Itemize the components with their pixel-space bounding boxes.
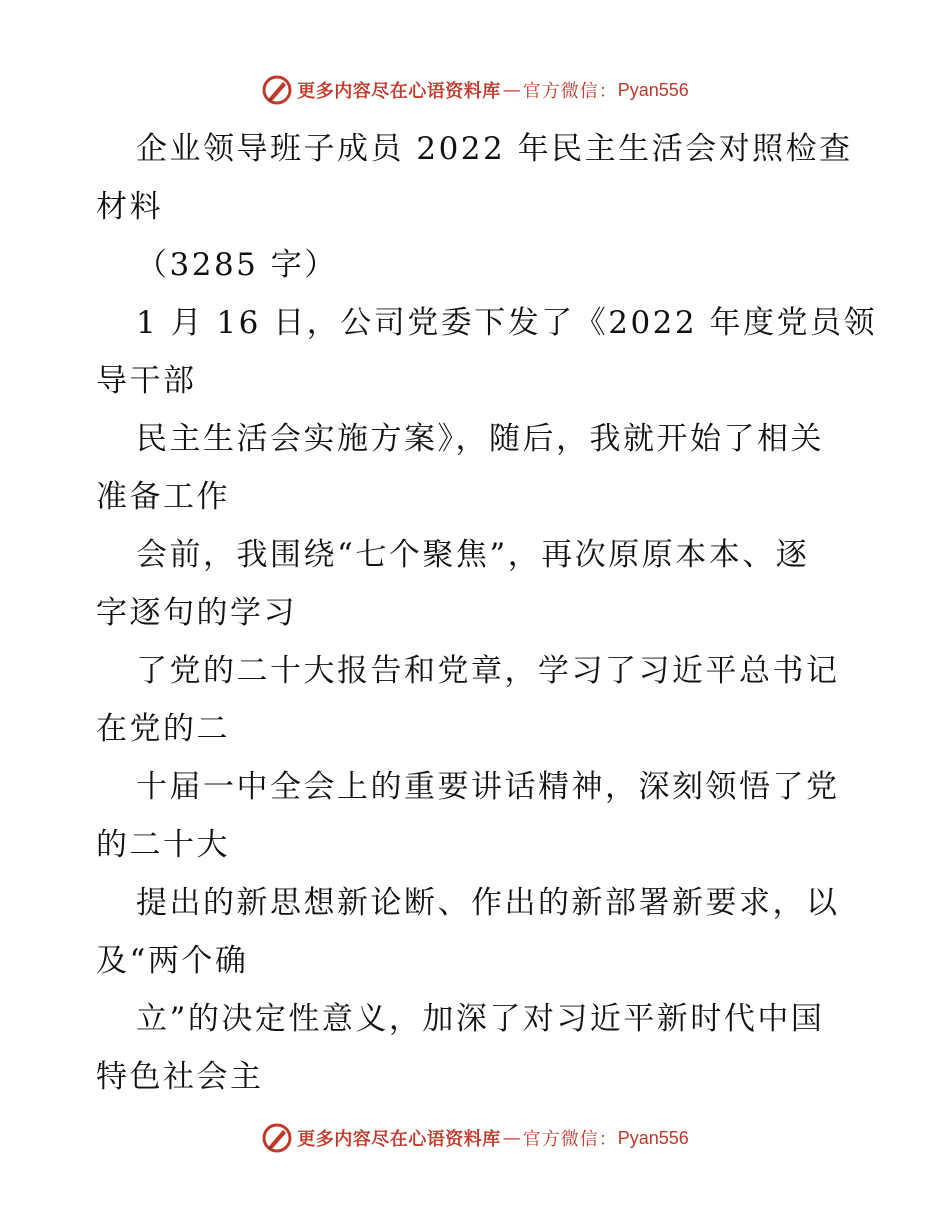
document-title-line-1: 企业领导班子成员 2022 年民主生活会对照检查: [136, 131, 853, 167]
document-title-line-2: 材料: [96, 189, 163, 225]
pen-logo-icon: [261, 1122, 293, 1154]
paragraph-line: 立”的决定性意义，加深了对习近平新时代中国: [136, 1001, 825, 1037]
banner-site-name: 更多内容尽在心语资料库: [297, 1129, 501, 1150]
paragraph-line: 字逐句的学习: [96, 595, 297, 631]
header-banner: [0, 70, 950, 110]
paragraph-line: 会前，我围绕“七个聚焦”，再次原原本本、逐: [136, 537, 810, 573]
paragraph-line: 1 月 16 日，公司党委下发了《2022 年度党员领: [136, 305, 877, 341]
banner-site-name: 更多内容尽在心语资料库: [297, 81, 501, 102]
paragraph-line: 的二十大: [96, 827, 230, 863]
paragraph-line: 在党的二: [96, 711, 230, 747]
banner-contact-label: 官方微信：: [522, 81, 618, 102]
paragraph-line: 民主生活会实施方案》，随后，我就开始了相关: [136, 421, 824, 457]
word-count: （3285 字）: [136, 247, 338, 283]
footer-banner: [0, 1118, 950, 1158]
paragraph-line: 十届一中全会上的重要讲话精神，深刻领悟了党: [136, 769, 840, 805]
banner-wechat-handle: Pyan556: [617, 1127, 689, 1148]
paragraph-line: 了党的二十大报告和党章，学习了习近平总书记: [136, 653, 840, 689]
paragraph-line: 准备工作: [96, 479, 230, 515]
paragraph-line: 特色社会主: [96, 1059, 264, 1095]
banner-separator: —: [502, 1127, 521, 1149]
paragraph-line: 导干部: [96, 363, 197, 399]
document-body: [96, 120, 877, 1106]
paragraph-line: 及“两个确: [96, 943, 249, 979]
paragraph-line: 提出的新思想新论断、作出的新部署新要求，以: [136, 885, 840, 921]
banner-contact-label: 官方微信：: [522, 1129, 618, 1150]
banner-separator: —: [502, 79, 521, 101]
pen-logo-icon: [261, 74, 293, 106]
banner-wechat-handle: Pyan556: [617, 79, 689, 100]
